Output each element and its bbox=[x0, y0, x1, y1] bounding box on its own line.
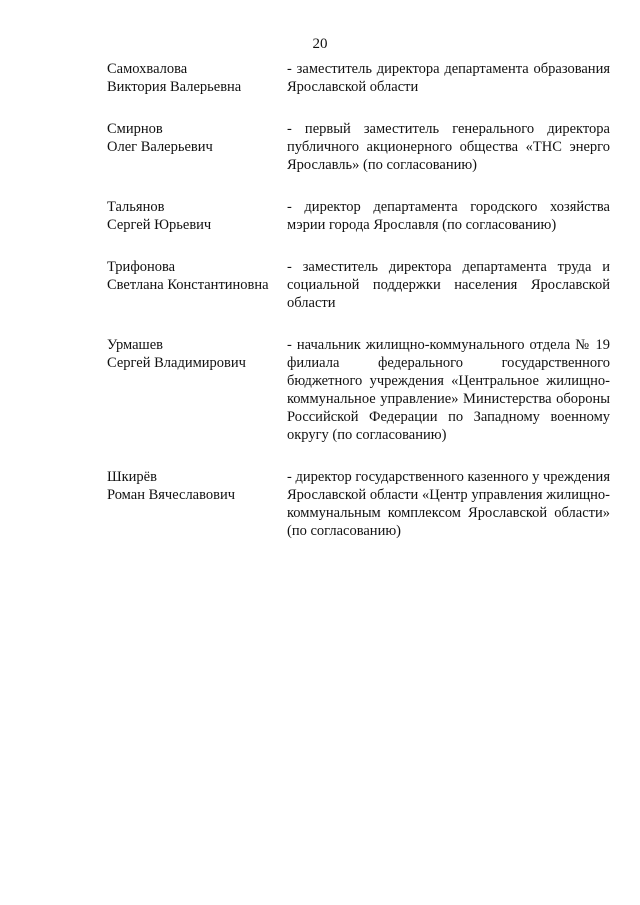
surname: Трифонова bbox=[107, 259, 176, 275]
position-description: - заместитель директора департамента образования Ярославской области bbox=[287, 61, 610, 95]
list-item bbox=[107, 336, 610, 444]
surname: Шкирёв bbox=[107, 469, 157, 485]
person-name bbox=[107, 60, 287, 96]
surname: Самохвалова bbox=[107, 61, 188, 77]
person-name bbox=[107, 198, 287, 234]
person-name bbox=[107, 468, 287, 540]
person-name bbox=[107, 258, 287, 312]
given-names: Роман Вячеславович bbox=[107, 487, 236, 503]
member-list bbox=[107, 60, 610, 564]
given-names: Светлана Константиновна bbox=[107, 277, 269, 293]
list-item bbox=[107, 198, 610, 234]
given-names: Виктория Валерьевна bbox=[107, 79, 242, 95]
position-description: - начальник жилищно-коммунального отдела № 19 филиала федерального государственного бюджетного учреждения «Центральное жилищно-коммунальное управление» Министерства обороны Российской Федерации по Западному военному округу (по согласованию) bbox=[287, 337, 610, 443]
surname: Смирнов bbox=[107, 121, 163, 137]
surname: Тальянов bbox=[107, 199, 165, 215]
given-names: Сергей Владимирович bbox=[107, 355, 246, 371]
list-item bbox=[107, 258, 610, 312]
page-number: 20 bbox=[312, 36, 328, 52]
surname: Урмашев bbox=[107, 337, 163, 353]
given-names: Сергей Юрьевич bbox=[107, 217, 212, 233]
position-description: - заместитель директора департамента труда и социальной поддержки населения Ярославской области bbox=[287, 259, 610, 311]
position-description: - директор государственного казенного у чреждения Ярославской области «Центр управления жилищно-коммунальным комплексом Ярославской области» (по согласованию) bbox=[287, 469, 610, 539]
given-names: Олег Валерьевич bbox=[107, 139, 213, 155]
list-item bbox=[107, 120, 610, 174]
position-description: - директор департамента городского хозяйства мэрии города Ярославля (по согласованию) bbox=[287, 199, 610, 233]
list-item bbox=[107, 60, 610, 96]
person-name bbox=[107, 120, 287, 174]
person-name bbox=[107, 336, 287, 444]
list-item bbox=[107, 468, 610, 540]
position-description: - первый заместитель генерального директора публичного акционерного общества «ТНС энерго Ярославль» (по согласованию) bbox=[287, 121, 610, 173]
